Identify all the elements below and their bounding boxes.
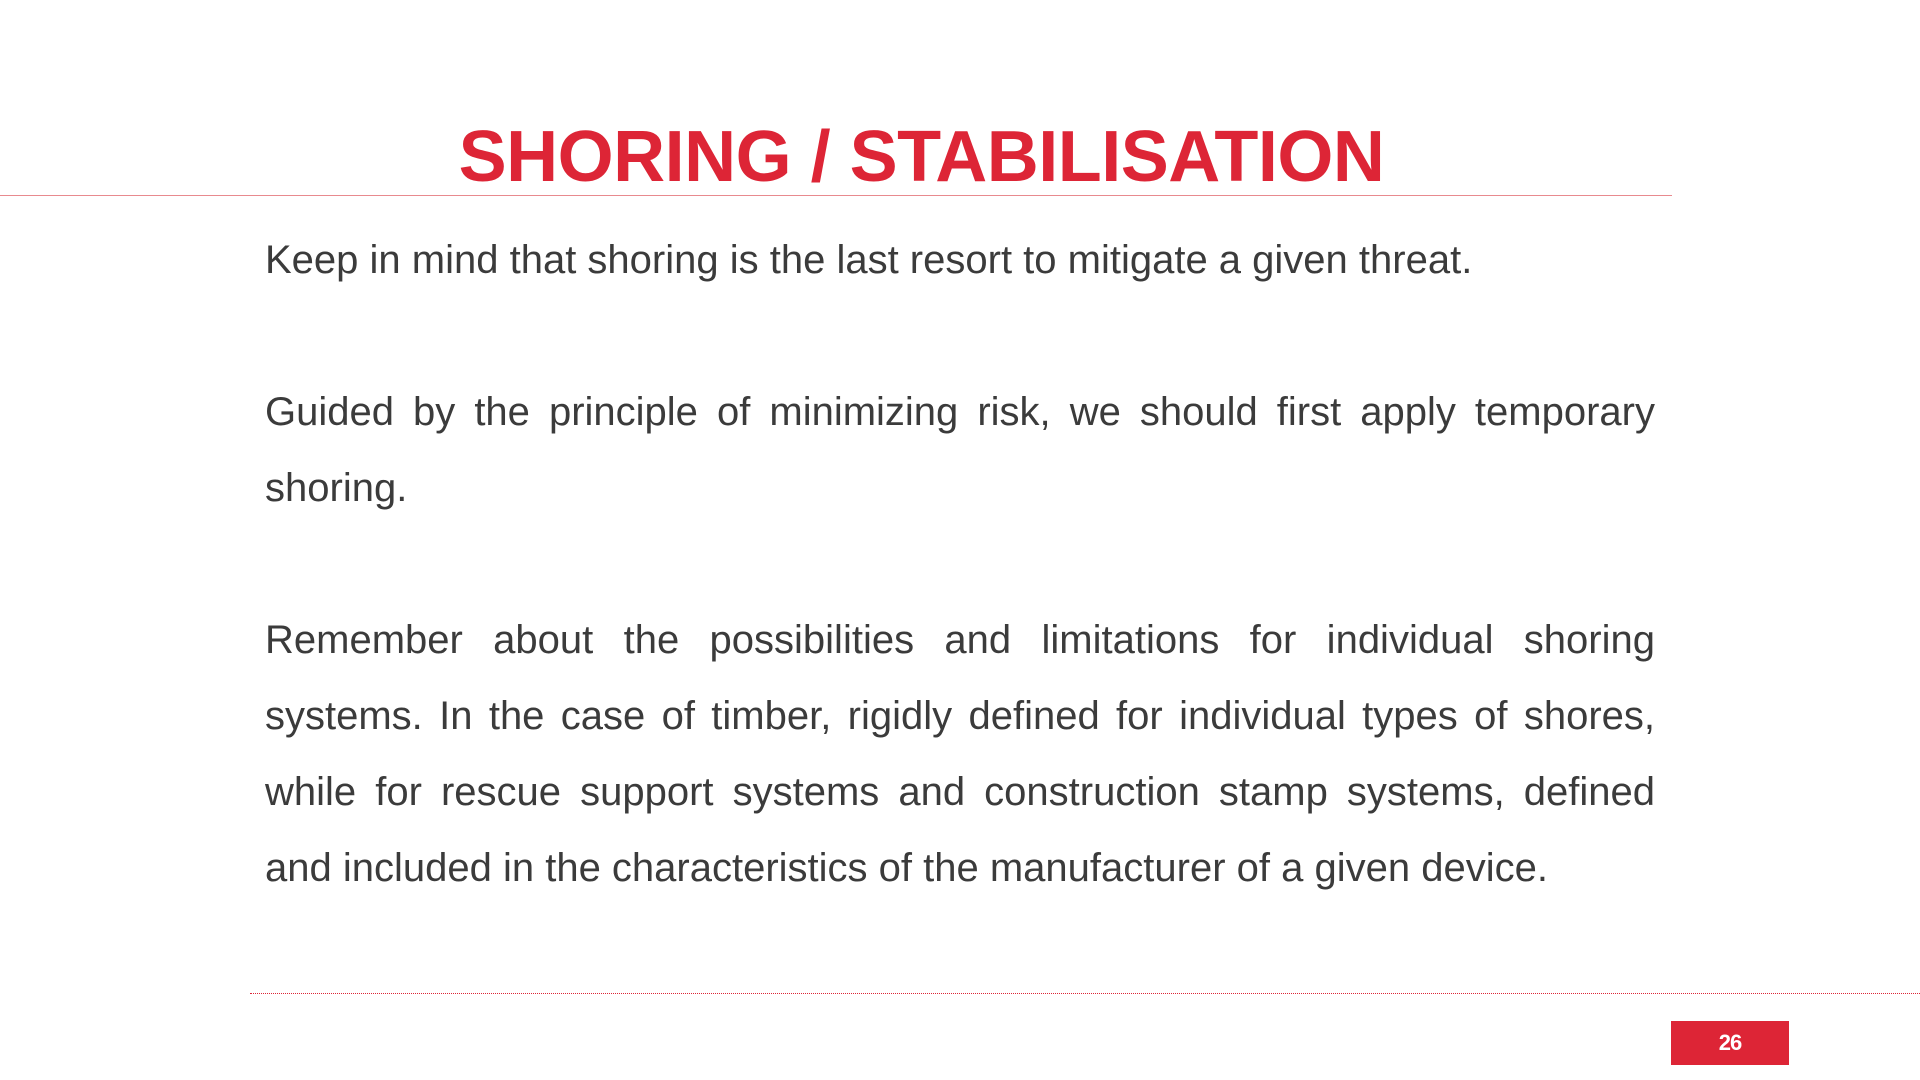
title-divider [0, 195, 1672, 196]
slide-body [265, 222, 1655, 906]
page-number: 26 [1718, 1030, 1742, 1055]
page-number-badge [1671, 1021, 1789, 1065]
paragraph-temporary-shoring: Guided by the principle of minimizing risk, we should first apply temporary shoring. [265, 390, 1655, 510]
slide-title: SHORING / STABILISATION [458, 117, 1385, 197]
paragraph-shoring-systems: Remember about the possibilities and limitations for individual shoring systems. In the case of timber, rigidly defined for individual types of shores, while for rescue support systems and construction stamp systems, defined and included in the characteristics of the manufacturer of a given device. [265, 618, 1655, 890]
paragraph-last-resort: Keep in mind that shoring is the last resort to mitigate a given threat. [265, 238, 1473, 282]
footer-divider [250, 993, 1920, 994]
